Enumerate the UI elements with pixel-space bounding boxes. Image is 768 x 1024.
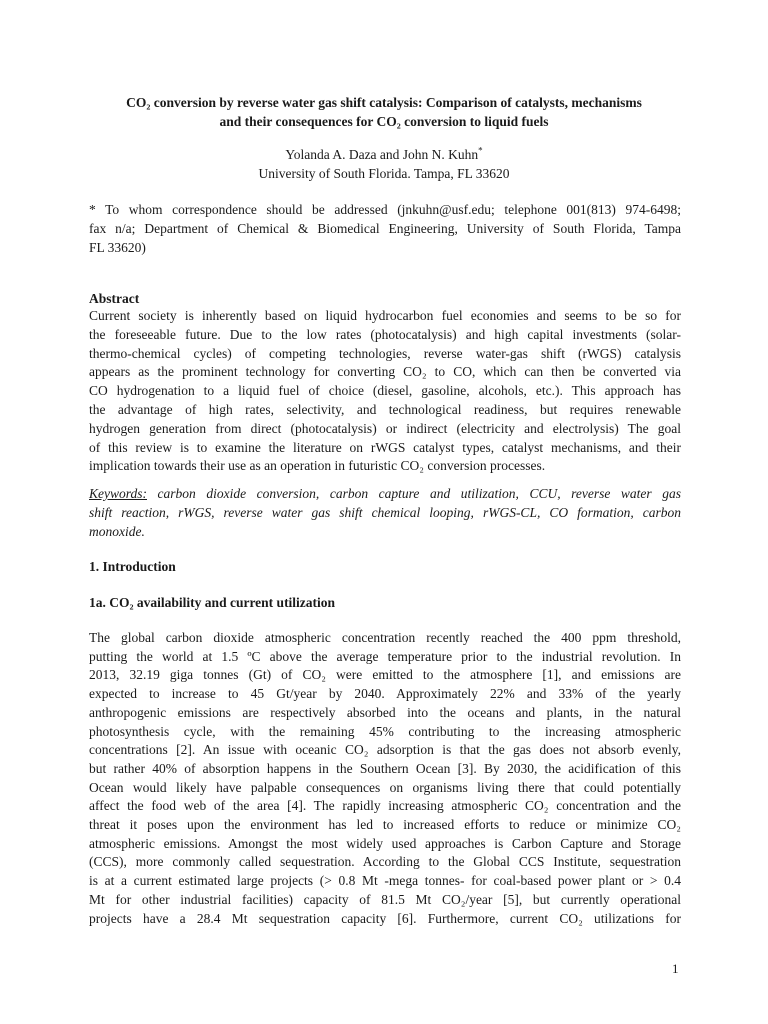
author-affiliation: University of South Florida. Tampa, FL 33620 bbox=[258, 166, 510, 181]
abstract-line: thermo-chemical cycles) of competing technologies, reverse water-gas shift (rWGS) catalysis bbox=[89, 345, 681, 361]
intro-line: Mt for other industrial facilities) capacity of 81.5 Mt CO₂/year [5], but currently operational bbox=[89, 891, 681, 907]
intro-line: projects have a 28.4 Mt sequestration capacity [6]. Furthermore, current CO₂ utilizations for bbox=[89, 910, 681, 926]
correspondence-line: * To whom correspondence should be addressed (jnkuhn@usf.edu; telephone 001(813) 974-6498; bbox=[89, 202, 681, 217]
keywords-label: Keywords: bbox=[89, 486, 147, 501]
correspondence-line: fax n/a; Department of Chemical & Biomedical Engineering, University of South Florida, Tampa bbox=[89, 221, 681, 236]
title-line-1: CO₂ conversion by reverse water gas shift catalysis: Comparison of catalysts, mechanisms bbox=[126, 95, 642, 110]
corresponding-author-mark: * bbox=[478, 145, 483, 156]
paper-title bbox=[80, 93, 688, 131]
keywords-line bbox=[89, 485, 681, 504]
intro-line: concentrations [2]. An issue with oceanic CO₂ adsorption is that the gas does not absorb evenly, bbox=[89, 742, 681, 758]
intro-line: 2013, 32.19 giga tonnes (Gt) of CO₂ were emitted to the atmosphere [1], and emissions are bbox=[89, 667, 681, 683]
intro-line: threat it poses upon the environment has led to increased efforts to reduce or minimize CO₂ bbox=[89, 817, 681, 833]
abstract-line: appears as the prominent technology for converting CO₂ to CO, which can then be converted via bbox=[89, 364, 681, 380]
abstract-line: CO hydrogenation to a liquid fuel of choice (diesel, gasoline, alcohols, etc.). This approach has bbox=[89, 383, 681, 399]
abstract-line: the foreseeable future. Due to the low rates (photocatalysis) and high capital investments (solar- bbox=[89, 326, 681, 342]
intro-line: expected to increase to 45 Gt/year by 2040. Approximately 22% and 33% of the yearly bbox=[89, 686, 681, 702]
abstract-body bbox=[89, 307, 681, 476]
abstract-line: Current society is inherently based on liquid hydrocarbon fuel economies and seems to be so for bbox=[89, 308, 681, 323]
intro-line: affect the food web of the area [4]. The rapidly increasing atmospheric CO₂ concentration and the bbox=[89, 798, 681, 814]
correspondence-note bbox=[89, 200, 681, 257]
intro-line: atmospheric emissions. Amongst the most widely used approaches is Carbon Capture and Storage bbox=[89, 835, 681, 851]
abstract-line: hydrogen generation from direct (photocatalysis) or indirect (electricity and electrolysis) The goal bbox=[89, 420, 681, 436]
abstract-line: of this review is to examine the literature on rWGS catalyst types, catalyst mechanisms, and their bbox=[89, 439, 681, 455]
intro-line: is at a current estimated large projects (> 0.8 Mt -mega tonnes- for coal-based power plant or > 0.4 bbox=[89, 873, 681, 889]
correspondence-line: FL 33620) bbox=[89, 240, 146, 255]
intro-line: photosynthesis cycle, with the remaining 45% contributing to the increasing atmospheric bbox=[89, 723, 681, 739]
abstract-line: implication towards their use as an operation in futuristic CO₂ conversion processes. bbox=[89, 458, 546, 474]
subsection-heading-co2-availability: 1a. CO₂ availability and current utilization bbox=[89, 595, 336, 610]
abstract-line: the advantage of high rates, selectivity, and technological readiness, but requires renewable bbox=[89, 401, 681, 417]
author-list bbox=[80, 145, 688, 164]
intro-line: anthropogenic emissions are respectively absorbed into the oceans and plants, in the natural bbox=[89, 704, 681, 720]
keywords-text: carbon dioxide conversion, carbon capture and utilization, CCU, reverse water gas bbox=[147, 486, 681, 501]
intro-line: The global carbon dioxide atmospheric concentration recently reached the 400 ppm threshold, bbox=[89, 630, 681, 645]
page-number: 1 bbox=[672, 961, 679, 976]
introduction-body bbox=[89, 629, 681, 928]
abstract-heading: Abstract bbox=[89, 291, 140, 306]
title-line-2: and their consequences for CO₂ conversion to liquid fuels bbox=[219, 114, 549, 129]
keywords-line: monoxide. bbox=[89, 523, 145, 539]
section-heading-introduction: 1. Introduction bbox=[89, 559, 176, 574]
intro-line: (CCS), more commonly called sequestration. According to the Global CCS Institute, sequestration bbox=[89, 854, 681, 870]
intro-line: but rather 40% of absorption happens in the Southern Ocean [3]. By 2030, the acidification of this bbox=[89, 760, 681, 776]
intro-line: Ocean would likely have palpable consequences on organisms living there that could potentially bbox=[89, 779, 681, 795]
author-names: Yolanda A. Daza and John N. Kuhn bbox=[285, 147, 479, 162]
intro-line: putting the world at 1.5 ºC above the average temperature prior to the industrial revolution. In bbox=[89, 648, 681, 664]
keywords-block bbox=[89, 485, 681, 541]
keywords-line: shift reaction, rWGS, reverse water gas shift chemical looping, rWGS-CL, CO formation, carbon bbox=[89, 504, 681, 520]
